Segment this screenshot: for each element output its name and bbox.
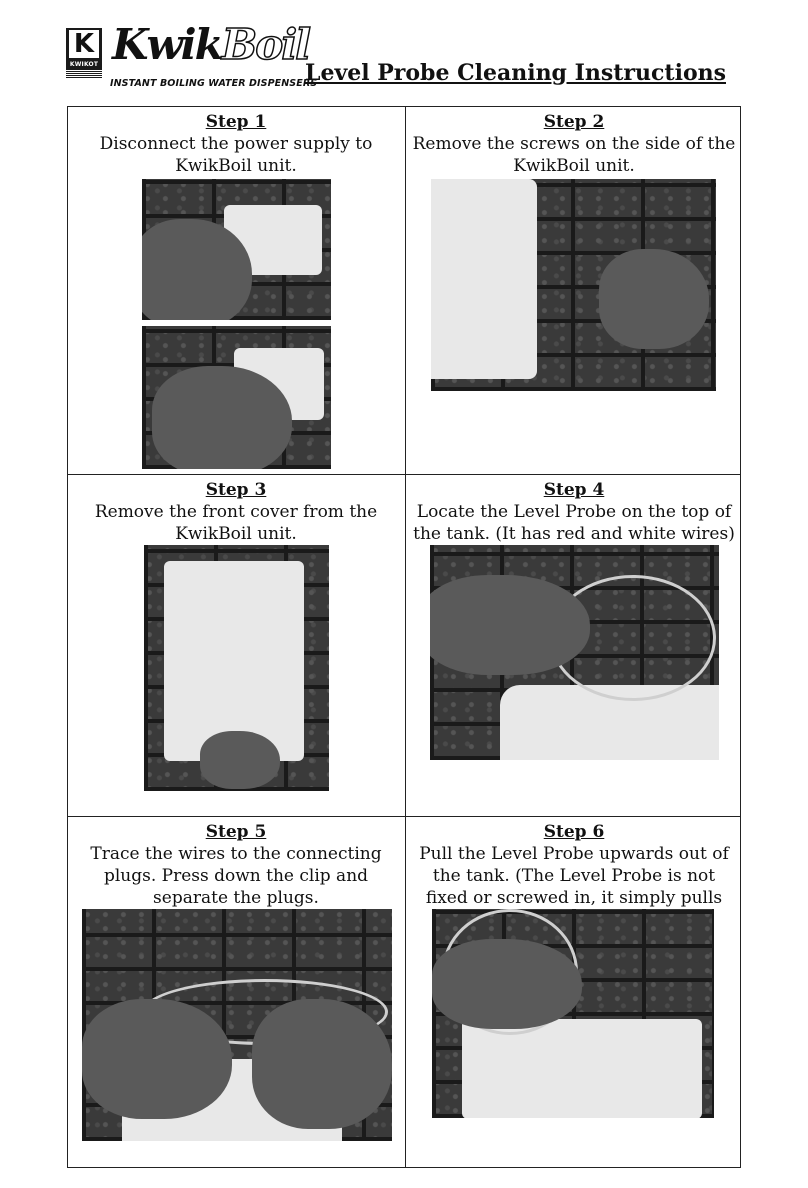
step-4-photo (430, 545, 719, 760)
step-6-title: Step 6 (543, 822, 605, 842)
step-5-text: Trace the wires to the connecting plugs. Press down the clip and separate the plugs. (90, 844, 382, 908)
steps-grid (67, 106, 741, 1168)
hand (430, 575, 590, 675)
kwikot-label: KWIKOT (69, 61, 99, 68)
badge-stripes (66, 70, 102, 78)
logo-wordmark (112, 20, 309, 69)
hand (599, 249, 709, 349)
step-4-title: Step 4 (543, 480, 605, 500)
hand (432, 939, 582, 1029)
kwikboil-unit-side (431, 179, 537, 379)
step-3-text: Remove the front cover from the KwikBoil unit. (94, 502, 378, 544)
step-1-title: Step 1 (205, 112, 267, 132)
step-6-photo (432, 909, 714, 1118)
step-2-title: Step 2 (543, 112, 605, 132)
step-1-photo-a (142, 179, 331, 320)
page-title: Level Probe Cleaning Instructions (304, 60, 726, 86)
step-3-cell (68, 475, 404, 545)
right-hand (252, 999, 392, 1129)
step-1-text: Disconnect the power supply to KwikBoil unit. (99, 134, 373, 176)
step-2-cell (406, 107, 742, 177)
step-4-text: Locate the Level Probe on the top of the tank. (It has red and white wires) (413, 502, 735, 544)
step-2-text: Remove the screws on the side of the KwikBoil unit. (412, 134, 736, 176)
kwikboil-logo (66, 22, 316, 92)
step-5-cell (68, 817, 404, 909)
logo-word-boil: Boil (221, 20, 310, 69)
logo-tagline: INSTANT BOILING WATER DISPENSERS (110, 78, 318, 89)
hand (152, 366, 292, 469)
step-3-photo (144, 545, 329, 791)
logo-word-kwik: Kwik (112, 20, 222, 69)
step-1-cell (68, 107, 404, 177)
kwikot-badge (66, 28, 102, 78)
step-5-title: Step 5 (205, 822, 267, 842)
step-1-photo-b (142, 326, 331, 469)
step-2-photo (431, 179, 716, 391)
step-5-photo (82, 909, 392, 1141)
step-6-text: Pull the Level Probe upwards out of the tank. (The Level Probe is not fixed or screwed in, it simply pulls (419, 844, 729, 908)
hand (200, 731, 280, 789)
left-hand (82, 999, 232, 1119)
step-3-title: Step 3 (205, 480, 267, 500)
grid-divider-vertical (405, 107, 406, 1167)
kwikot-letter: K (69, 30, 99, 58)
step-4-cell (406, 475, 742, 545)
